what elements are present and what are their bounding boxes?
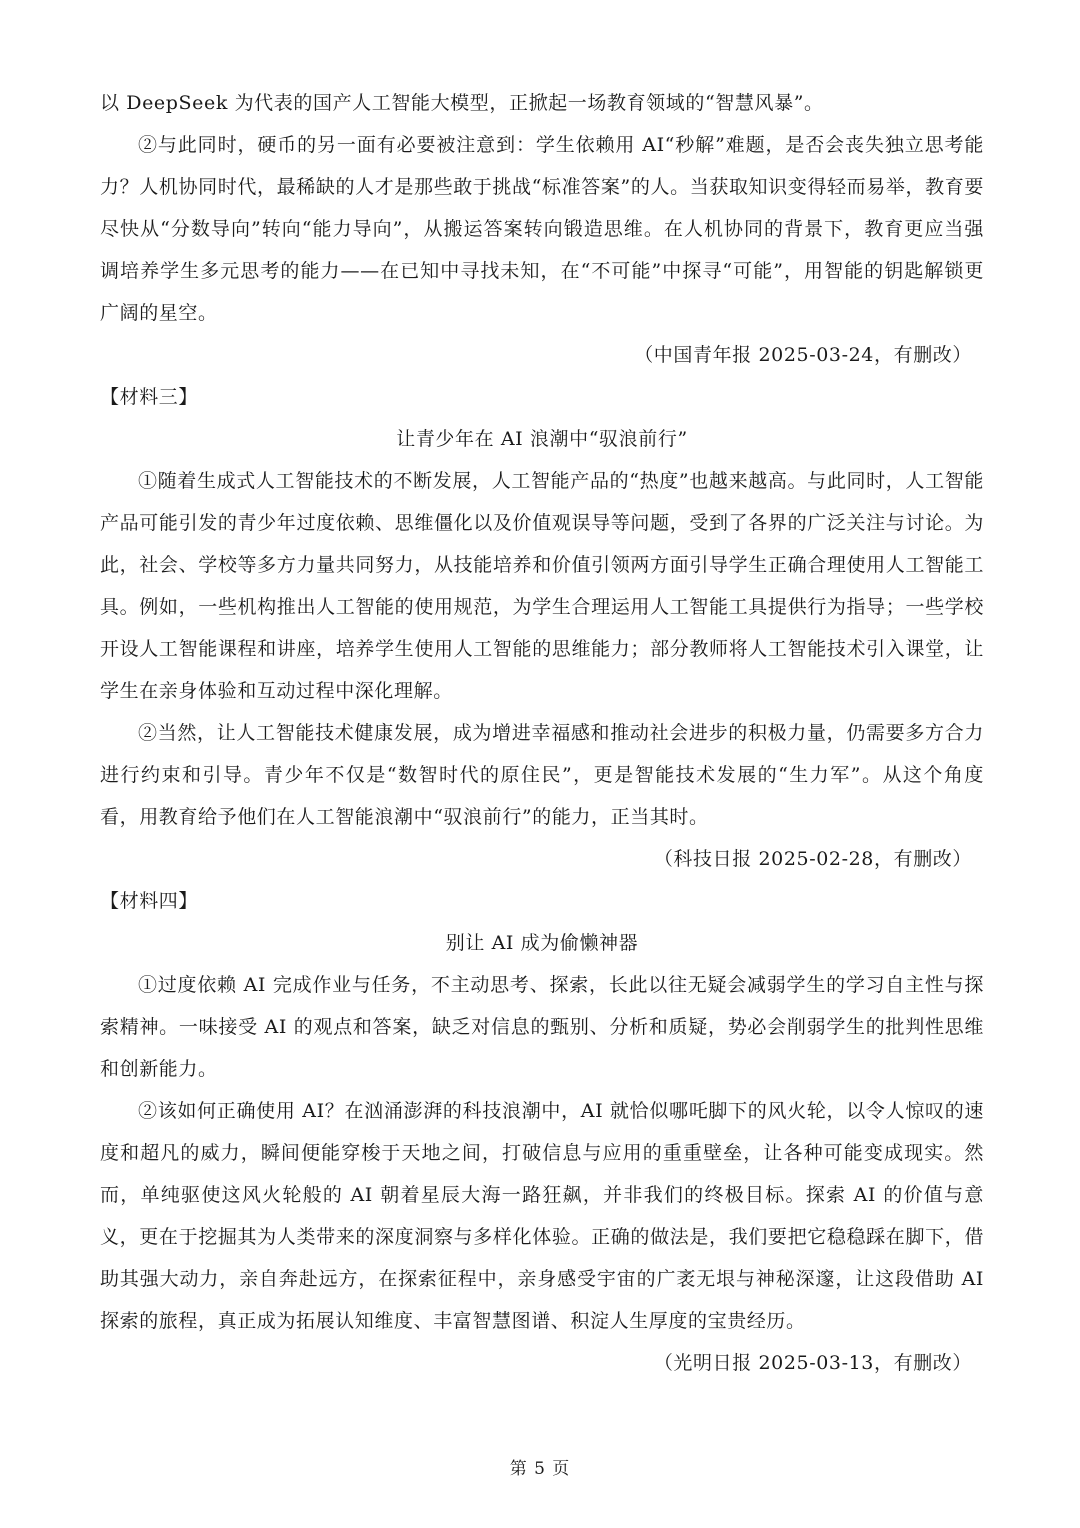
material3-source: （科技日报 2025-02-28，有删改） [653, 848, 972, 870]
document-page [100, 82, 984, 1384]
material2-lead-line: 以 DeepSeek 为代表的国产人工智能大模型，正掀起一场教育领域的“智慧风暴”。 [100, 92, 824, 114]
material3-paragraph-1: ①随着生成式人工智能技术的不断发展，人工智能产品的“热度”也越来越高。与此同时，人工智能产品可能引发的青少年过度依赖、思维僵化以及价值观误导等问题，受到了各界的广泛关注与讨论。为此，社会、学校等多方力量共同努力，从技能培养和价值引领两方面引导学生正确合理使用人工智能工具。例如，一些机构推出人工智能的使用规范，为学生合理运用人工智能工具提供行为指导；一些学校开设人工智能课程和讲座，培养学生使用人工智能的思维能力；部分教师将人工智能技术引入课堂，让学生在亲身体验和互动过程中深化理解。 [100, 470, 984, 702]
material4-paragraph-2: ②该如何正确使用 AI？在汹涌澎湃的科技浪潮中，AI 就恰似哪吒脚下的风火轮，以令人惊叹的速度和超凡的威力，瞬间便能穿梭于天地之间，打破信息与应用的重重壁垒，让各种可能变成现实。然而，单纯驱使这风火轮般的 AI 朝着星辰大海一路狂飙，并非我们的终极目标。探索 AI 的价值与意义，更在于挖掘其为人类带来的深度洞察与多样化体验。正确的做法是，我们要把它稳稳踩在脚下，借助其强大动力，亲自奔赴远方，在探索征程中，亲身感受宇宙的广袤无垠与神秘深邃，让这段借助 AI 探索的旅程，真正成为拓展认知维度、丰富智慧图谱、积淀人生厚度的宝贵经历。 [100, 1100, 984, 1332]
material4-source: （光明日报 2025-03-13，有删改） [653, 1352, 972, 1374]
page-number: 第 5 页 [509, 1459, 571, 1479]
material4-title: 别让 AI 成为偷懒神器 [445, 932, 639, 954]
material2-paragraph-2: ②与此同时，硬币的另一面有必要被注意到：学生依赖用 AI“秒解”难题，是否会丧失独立思考能力？人机协同时代，最稀缺的人才是那些敢于挑战“标准答案”的人。当获取知识变得轻而易举，教育要尽快从“分数导向”转向“能力导向”，从搬运答案转向锻造思维。在人机协同的背景下，教育更应当强调培养学生多元思考的能力——在已知中寻找未知，在“不可能”中探寻“可能”，用智能的钥匙解锁更广阔的星空。 [100, 134, 984, 324]
material3-label: 【材料三】 [100, 386, 199, 408]
material2-source: （中国青年报 2025-03-24，有删改） [634, 344, 972, 366]
material4-paragraph-1: ①过度依赖 AI 完成作业与任务，不主动思考、探索，长此以往无疑会减弱学生的学习自主性与探索精神。一味接受 AI 的观点和答案，缺乏对信息的甄别、分析和质疑，势必会削弱学生的批判性思维和创新能力。 [100, 974, 984, 1080]
material3-title: 让青少年在 AI 浪潮中“驭浪前行” [396, 428, 688, 450]
material4-label: 【材料四】 [100, 890, 199, 912]
material3-paragraph-2: ②当然，让人工智能技术健康发展，成为增进幸福感和推动社会进步的积极力量，仍需要多方合力进行约束和引导。青少年不仅是“数智时代的原住民”，更是智能技术发展的“生力军”。从这个角度看，用教育给予他们在人工智能浪潮中“驭浪前行”的能力，正当其时。 [100, 722, 984, 828]
